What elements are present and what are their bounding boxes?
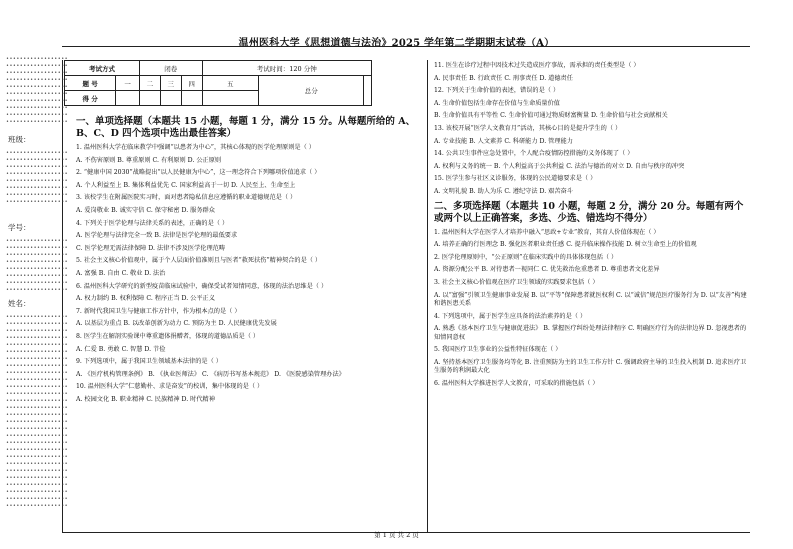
question: 5. 我国医疗卫生事业的公益性特征体现在（ ） (434, 346, 562, 354)
dots-row: •••••••••••••••••• (6, 273, 69, 279)
dots-row: •••••••••••••••••• (6, 433, 69, 439)
dots-row: •••••••••••••••••• (6, 259, 69, 265)
dots-row: •••••••••••••••••• (6, 335, 69, 341)
dots-row: •••••••••••••••••• (6, 328, 69, 334)
options: A. 爱岗敬业 B. 诚实守信 C. 保守秘密 D. 服务群众 (76, 206, 215, 214)
options: A. 文明礼貌 B. 助人为乐 C. 遵纪守法 D. 艰苦奋斗 (434, 187, 573, 195)
dots-row: •••••••••••••••••• (6, 70, 69, 76)
question: 5. 社会主义核心价值观中，属于个人层面价值准则且与医者“救死扶伤”精神契合的是（ ） (76, 257, 322, 265)
options: A. 以基层为重点 B. 以改革创新为动力 C. 预防为主 D. 人民健康优先发展 (76, 320, 277, 328)
options: A. 培养正确的行医理念 B. 强化医者职业责任感 C. 提升临床操作技能 D. 树立生命至上的价值观 (434, 241, 697, 249)
question: 4. 下列关于医学伦理与法律关系的表述，正确的是（ ） (76, 219, 229, 227)
dots-row: •••••••••••••••••• (6, 112, 69, 118)
dots-row: •••••••••••••••••• (6, 164, 69, 170)
score-table-header-row (65, 61, 372, 76)
question: 9. 下列选项中，属于我国卫生领域基本法律的是（ ） (76, 358, 222, 366)
dots-row: •••••••••••••••••• (6, 91, 69, 97)
options: C. 医学伦理无需法律保障 D. 法律不涉及医学伦理范畴 (76, 244, 226, 252)
total-score-cell (364, 76, 372, 106)
column-divider (427, 60, 428, 532)
question: 12. 下列关于生命价值的表述，错误的是（ ） (434, 87, 560, 95)
dots-row: •••••••••••••••••• (6, 356, 69, 362)
exam-time: 考试时间：120 分钟 (202, 61, 372, 76)
name-label: 姓名： (8, 299, 31, 308)
dots-row: •••••••••••••••••• (6, 475, 69, 481)
dots-row: •••••••••••••••••• (6, 119, 69, 125)
options: A. 个人利益至上 B. 集体利益优先 C. 国家利益高于一切 D. 人民至上、生命至上 (76, 181, 296, 189)
dots-row: •••••••••••••••••• (6, 440, 69, 446)
seal-dots (6, 238, 69, 294)
dots-row: •••••••••••••••••• (6, 199, 69, 205)
dots-row: •••••••••••••••••• (6, 482, 69, 488)
dots-row: •••••••••••••••••• (6, 363, 69, 369)
dots-row: •••••••••••••••••• (6, 349, 69, 355)
options: A. 权利与义务的统一 B. 个人利益高于公共利益 C. 法治与德治的对立 D. 自由与秩序的冲突 (434, 162, 685, 170)
page-footer: 第 1 页 共 2 页 (374, 531, 419, 539)
question-col: 五 (202, 76, 258, 91)
dots-row: •••••••••••••••••• (6, 321, 69, 327)
exam-method-value: 闭卷 (140, 61, 202, 76)
dots-row: •••••••••••••••••• (6, 447, 69, 453)
options: A. 医学伦理与法律完全一致 B. 法律是医学伦理的最低要求 (76, 232, 238, 240)
dots-row: •••••••••••••••••• (6, 398, 69, 404)
exam-title: 温州医科大学《思想道德与法治》2025 学年第二学期期末试卷（A） (238, 38, 555, 49)
options: A. 坚持基本医疗卫生服务均等化 B. 注重预防为主的卫生工作方针 C. 强调政府主导的卫生投入机制 D. 追求医疗卫生服务的利润最大化 (434, 358, 747, 375)
options: A. 民事责任 B. 行政责任 C. 刑事责任 D. 道德责任 (434, 74, 573, 82)
options: A. 专业技能 B. 人文素养 C. 科研能力 D. 管理能力 (434, 137, 573, 145)
seal-dots (6, 150, 69, 206)
dots-row: •••••••••••••••••• (6, 245, 69, 251)
dots-row: •••••••••••••••••• (6, 185, 69, 191)
question: 2. “健康中国 2030”战略提出“以人民健康为中心”，这一理念符合下列哪项价值追求（ ） (76, 169, 321, 177)
question: 3. 社会主义核心价值观在医疗卫生领域的实践要求包括（ ） (434, 278, 599, 286)
question: 1. 温州医科大学在临床教学中强调“以患者为中心”，其核心体现的医学伦理原则是（ ） (76, 144, 315, 151)
dots-row: •••••••••••••••••• (6, 503, 69, 509)
question-col: 一 (116, 76, 140, 91)
dots-row: •••••••••••••••••• (6, 496, 69, 502)
dots-row: •••••••••••••••••• (6, 266, 69, 272)
question-col: 四 (181, 76, 202, 91)
options: A. 以“富强”引领卫生健康事业发展 B. 以“平等”保障患者就医权利 C. 以“诚信”规范医疗服务行为 D. 以“友善”构建和谐医患关系 (434, 291, 747, 307)
exam-method-label: 考试方式 (65, 61, 140, 76)
dots-row: •••••••••••••••••• (6, 384, 69, 390)
dots-row: •••••••••••••••••• (6, 171, 69, 177)
question-col: 二 (140, 76, 161, 91)
question: 8. 医学生在解剖实验课中尊重遗体捐赠者，体现的道德品质是（ ） (76, 332, 260, 340)
question: 15. 医学生参与社区义诊服务，体现的公民道德要求是（ ） (434, 175, 597, 183)
dots-row: •••••••••••••••••• (6, 454, 69, 460)
dots-row: •••••••••••••••••• (6, 405, 69, 411)
options: B. 生命价值具有平等性 C. 生命价值可通过物质财富衡量 D. 生命价值与社会贡献相关 (434, 112, 668, 120)
question-number-row (65, 76, 372, 91)
dots-row: •••••••••••••••••• (6, 314, 69, 320)
score-table (64, 60, 372, 106)
right-column (434, 62, 750, 392)
score-cell (116, 91, 140, 106)
question: 6. 温州医科大学推进医学人文教育，可采取的措施包括（ ） (434, 379, 599, 387)
dots-row: •••••••••••••••••• (6, 461, 69, 467)
options: A. 熟悉《基本医疗卫生与健康促进法》 B. 掌握医疗纠纷处理法律程序 C. 明确医疗行为的法律边界 D. 忽视患者的知情同意权 (434, 325, 747, 341)
question: 6. 温州医科大学研究的新型疫苗临床试验中，确保受试者知情同意，体现的法治思维是（ ） (76, 282, 328, 290)
question: 10. 温州医科大学“仁慈勤朴、求是奋发”的校训，集中体现的是（ ） (76, 383, 264, 391)
section-2-heading: 二、多项选择题（本题共 10 小题，每题 2 分，满分 20 分。每题有两个或两个以上正确答案，多选、少选、错选均不得分） (434, 200, 744, 224)
options: A. 不伤害原则 B. 尊重原则 C. 有利原则 D. 公正原则 (76, 156, 222, 164)
question: 14. 公共卫生事件应急处置中，个人配合疫情防控措施的义务体现了（ ） (434, 150, 634, 158)
question: 7. 新时代我国卫生与健康工作方针中，作为根本点的是（ ） (76, 307, 241, 315)
dots-row: •••••••••••••••••• (6, 489, 69, 495)
question-col: 三 (160, 76, 181, 91)
dots-row: •••••••••••••••••• (6, 63, 69, 69)
question: 3. 该校学生在附属医院实习时，面对患者隐私信息应遵循的职业道德规范是（ ） (76, 194, 297, 202)
dots-row: •••••••••••••••••• (6, 178, 69, 184)
question: 13. 该校开展“医学人文教育月”活动，其核心目的是提升学生的（ ） (434, 124, 622, 132)
score-cell (181, 91, 202, 106)
options: A. 《医疗机构管理条例》 B. 《执业医师法》 C. 《病历书写基本规范》 D. 《医院感染管理办法》 (76, 370, 345, 378)
options: A. 仁爱 B. 勇敢 C. 智慧 D. 节俭 (76, 345, 166, 353)
total-label: 总分 (258, 76, 363, 106)
dots-row: •••••••••••••••••• (6, 84, 69, 90)
dots-row: •••••••••••••••••• (6, 342, 69, 348)
options: A. 校园文化 B. 职业精神 C. 民族精神 D. 时代精神 (76, 395, 215, 403)
dots-row: •••••••••••••••••• (6, 56, 69, 62)
score-cell (140, 91, 161, 106)
score-cell (160, 91, 181, 106)
dots-row: •••••••••••••••••• (6, 98, 69, 104)
question: 1. 温州医科大学在医学人才培养中融入“思政+专业”教育，其育人价值体现在（ ） (434, 228, 660, 236)
dots-row: •••••••••••••••••• (6, 192, 69, 198)
dots-row: •••••••••••••••••• (6, 77, 69, 83)
dots-row: •••••••••••••••••• (6, 238, 69, 244)
dots-row: •••••••••••••••••• (6, 391, 69, 397)
class-label: 班级： (8, 135, 31, 144)
question: 4. 下列选项中，属于医学生应具备的法治素养的是（ ） (434, 312, 587, 320)
dots-row: •••••••••••••••••• (6, 280, 69, 286)
score-label: 得 分 (65, 91, 116, 106)
seal-dots (6, 56, 69, 126)
dots-row: •••••••••••••••••• (6, 426, 69, 432)
options: A. 富强 B. 自由 C. 敬业 D. 法治 (76, 269, 166, 277)
dots-row: •••••••••••••••••• (6, 370, 69, 376)
score-cell (202, 91, 258, 106)
dots-row: •••••••••••••••••• (6, 287, 69, 293)
dots-row: •••••••••••••••••• (6, 419, 69, 425)
dots-row: •••••••••••••••••• (6, 412, 69, 418)
question: 2. 医学伦理原则中，“公正原则”在临床实践中的具体体现包括（ ） (434, 253, 618, 261)
section-1-heading: 一、单项选择题（本题共 15 小题，每题 1 分，满分 15 分。从每题所给的 A、B、C、D 四个选项中选出最佳答案） (76, 116, 416, 139)
question: 11. 医生在诊疗过程中因技术过失造成医疗事故，需承担的责任类型是（ ） (434, 62, 640, 69)
dots-row: •••••••••••••••••• (6, 468, 69, 474)
dots-row: •••••••••••••••••• (6, 157, 69, 163)
left-column (76, 116, 420, 408)
options: A. 资源分配公平 B. 对待患者一视同仁 C. 优先救治危重患者 D. 尊重患者文化差异 (434, 266, 660, 274)
dots-row: •••••••••••••••••• (6, 105, 69, 111)
options: A. 权力制约 B. 权利保障 C. 程序正当 D. 公平正义 (76, 295, 215, 303)
question-number-label: 题 号 (65, 76, 116, 91)
dots-row: •••••••••••••••••• (6, 150, 69, 156)
dots-row: •••••••••••••••••• (6, 252, 69, 258)
options: A. 生命价值包括生命存在价值与生命质量价值 (434, 99, 560, 107)
seal-dots (6, 314, 69, 510)
dots-row: •••••••••••••••••• (6, 377, 69, 383)
student-id-label: 学号： (8, 223, 31, 232)
title-divider (62, 46, 750, 47)
